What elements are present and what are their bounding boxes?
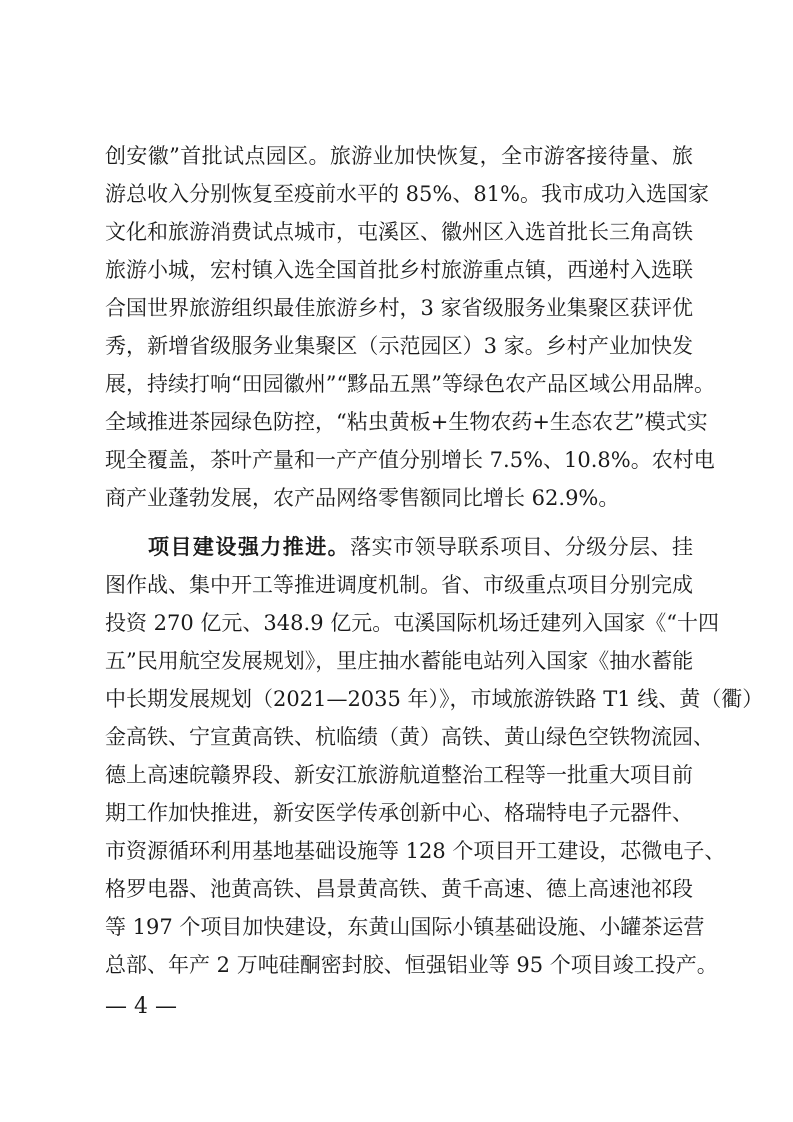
text-line: 投资 270 亿元、348.9 亿元。屯溪国际机场迁建列入国家《“十四 bbox=[105, 611, 719, 635]
text-line: 等 197 个项目加快建设，东黄山国际小镇基础设施、小罐茶运营 bbox=[105, 915, 705, 939]
text-line: 五”民用航空发展规划》，里庄抽水蓄能电站列入国家《抽水蓄能 bbox=[105, 649, 694, 673]
text-line: 游总收入分别恢复至疫前水平的 85%、81%。我市成功入选国家 bbox=[105, 182, 710, 206]
text-line: 市资源循环利用基地基础设施等 128 个项目开工建设，芯微电子、 bbox=[105, 839, 726, 863]
text-line: 中长期发展规划（2021—2035 年）》，市域旅游铁路 T1 线、黄（衢） bbox=[105, 687, 764, 711]
text-line: 德上高速皖赣界段、新安江旅游航道整治工程等一批重大项目前 bbox=[105, 763, 693, 787]
text-line: 期工作加快推进，新安医学传承创新中心、格瑞特电子元器件、 bbox=[105, 801, 693, 825]
paragraph-heading: 项目建设强力推进。 bbox=[148, 535, 351, 559]
text-line: 图作战、集中开工等推进调度机制。省、市级重点项目分别完成 bbox=[105, 573, 693, 597]
text-line: 格罗电器、池黄高铁、昌景黄高铁、黄千高速、德上高速池祁段 bbox=[105, 877, 693, 901]
text-line: 旅游小城，宏村镇入选全国首批乡村旅游重点镇，西递村入选联 bbox=[105, 258, 693, 282]
text-line: 秀，新增省级服务业集聚区（示范园区）3 家。乡村产业加快发 bbox=[105, 334, 693, 358]
text-line: 全域推进茶园绿色防控，“粘虫黄板+生物农药+生态农艺”模式实 bbox=[105, 410, 708, 434]
text-line: 商产业蓬勃发展，农产品网络零售额同比增长 62.9%。 bbox=[105, 486, 620, 510]
text-line: 文化和旅游消费试点城市，屯溪区、徽州区入选首批长三角高铁 bbox=[105, 220, 693, 244]
text-line: 金高铁、宁宣黄高铁、杭临绩（黄）高铁、黄山绿色空铁物流园、 bbox=[105, 725, 714, 749]
text-line: 展，持续打响“田园徽州”“黟品五黑”等绿色农产品区域公用品牌。 bbox=[105, 372, 715, 396]
text-line: 合国世界旅游组织最佳旅游乡村，3 家省级服务业集聚区获评优 bbox=[105, 296, 693, 320]
paragraph-first-line-text: 落实市领导联系项目、分级分层、挂 bbox=[350, 535, 693, 559]
text-line: 创安徽”首批试点园区。旅游业加快恢复，全市游客接待量、旅 bbox=[105, 144, 693, 168]
text-line: 总部、年产 2 万吨硅酮密封胶、恒强铝业等 95 个项目竣工投产。 bbox=[105, 953, 718, 977]
page-number: — 4 — bbox=[105, 994, 177, 1019]
paragraph-first-line bbox=[148, 530, 693, 564]
text-line: 现全覆盖，茶叶产量和一产产值分别增长 7.5%、10.8%。农村电 bbox=[105, 448, 715, 472]
